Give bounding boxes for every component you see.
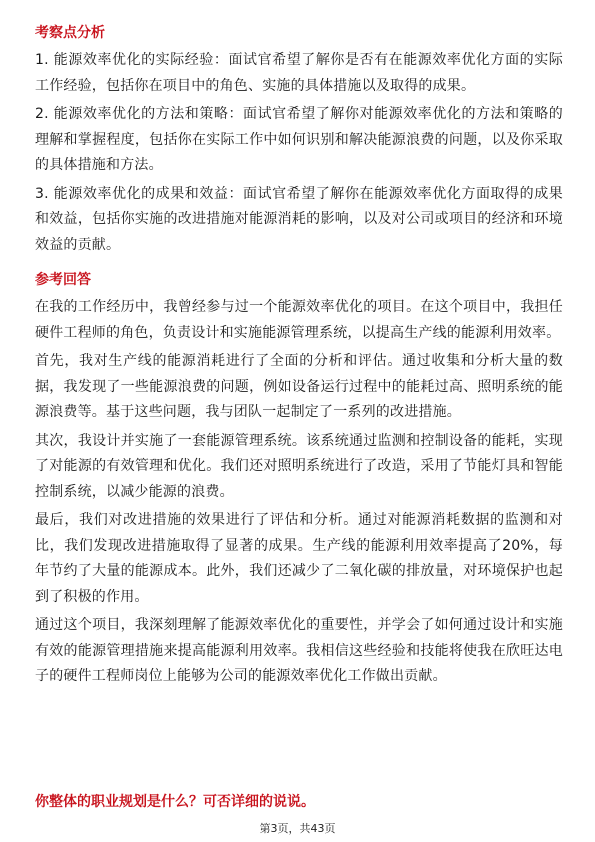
- analysis-item-1: 1. 能源效率优化的实际经验：面试官希望了解你是否有在能源效率优化方面的实际工作经验，包括你在项目中的角色、实施的具体措施以及取得的成果。: [35, 52, 563, 94]
- page-number: 第3页，共43页: [259, 822, 336, 835]
- answer-paragraph-1: 在我的工作经历中，我曾经参与过一个能源效率优化的项目。在这个项目中，我担任硬件工程师的角色，负责设计和实施能源管理系统，以提高生产线的能源利用效率。: [35, 299, 563, 341]
- next-question-heading: 你整体的职业规划是什么？可否详细的说说。: [35, 794, 315, 810]
- analysis-item-3: 3. 能源效率优化的成果和效益：面试官希望了解你在能源效率优化方面取得的成果和效益，包括你实施的改进措施对能源消耗的影响，以及对公司或项目的经济和环境效益的贡献。: [35, 185, 563, 253]
- analysis-item-2: 2. 能源效率优化的方法和策略：面试官希望了解你对能源效率优化的方法和策略的理解和掌握程度，包括你在实际工作中如何识别和解决能源浪费的问题，以及你采取的具体措施和方法。: [35, 106, 563, 173]
- answer-heading: 参考回答: [35, 272, 91, 288]
- answer-paragraph-3: 其次，我设计并实施了一套能源管理系统。该系统通过监测和控制设备的能耗，实现了对能源的有效管理和优化。我们还对照明系统进行了改造，采用了节能灯具和智能控制系统，以减少能源的浪费。: [35, 432, 563, 500]
- answer-paragraph-5: 通过这个项目，我深刻理解了能源效率优化的重要性，并学会了如何通过设计和实施有效的能源管理措施来提高能源利用效率。我相信这些经验和技能将使我在欣旺达电子的硬件工程师岗位上能够为公司的能源效率优化工作做出贡献。: [35, 617, 563, 684]
- answer-paragraph-4: 最后，我们对改进措施的效果进行了评估和分析。通过对能源消耗数据的监测和对比，我们发现改进措施取得了显著的成果。生产线的能源利用效率提高了20%，每年节约了大量的能源成本。此外，我们还减少了二氧化碳的排放量，对环境保护也起到了积极的作用。: [35, 512, 563, 605]
- analysis-heading: 考察点分析: [35, 25, 105, 41]
- document-body: [35, 22, 563, 693]
- answer-paragraph-2: 首先，我对生产线的能源消耗进行了全面的分析和评估。通过收集和分析大量的数据，我发现了一些能源浪费的问题，例如设备运行过程中的能耗过高、照明系统的能源浪费等。基于这些问题，我与团队一起制定了一系列的改进措施。: [35, 353, 563, 420]
